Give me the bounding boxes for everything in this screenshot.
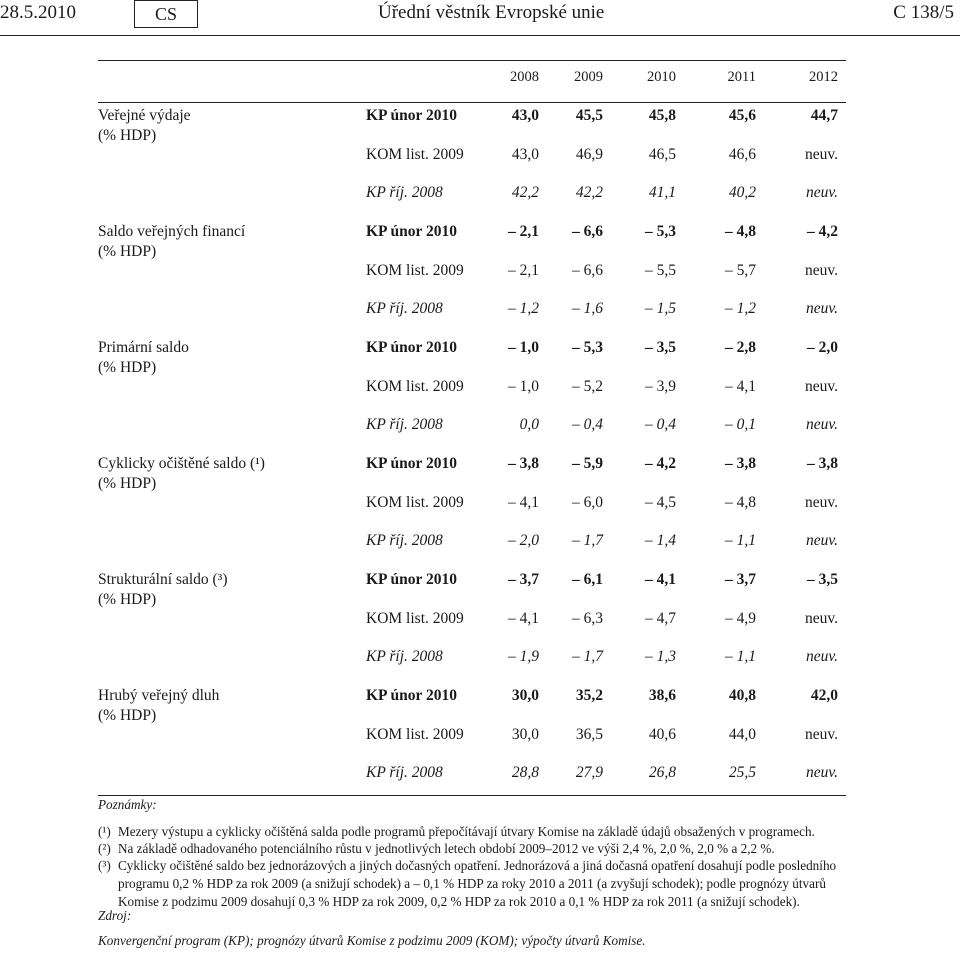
table-cell: – 5,3 [645,223,676,240]
source-label: KP únor 2010 [366,455,458,472]
table-cell: – 1,1 [725,648,756,665]
table-cell: – 6,1 [572,571,603,588]
table-cell: – 1,5 [645,300,676,317]
table-cell: – 3,5 [807,571,838,588]
source-label: KOM list. 2009 [366,725,464,743]
table-cell: 26,8 [648,764,676,781]
table-cell: 27,9 [575,764,603,781]
table-cell: – 4,7 [645,609,676,627]
table-cell: – 4,1 [645,571,676,588]
table-cell: neuv. [806,764,838,781]
indicator-unit: (% HDP) [98,475,157,492]
table-cell: 36,5 [575,725,603,743]
page-header [0,0,960,35]
indicator-unit: (% HDP) [98,591,157,608]
source-label: KP únor 2010 [366,339,458,356]
table-cell: – 4,1 [508,609,539,627]
footnote-text: Na základě odhadovaného potenciálního růstu v jednotlivých letech období 2009–2012 ve výši 2,4 %, 2,0 %, 2,0 % a 2,2 %. [118,841,775,856]
table-cell: neuv. [805,609,838,627]
table-cell: – 1,3 [645,648,676,665]
table-cell: 46,5 [648,145,676,163]
table-cell: 40,2 [728,184,756,201]
table-cell: – 6,3 [572,609,603,627]
table-cell: – 4,8 [725,493,756,511]
table-cell: – 0,4 [572,416,603,433]
journal-title: Úřední věstník Evropské unie [378,2,605,23]
indicator-label: Veřejné výdaje [98,107,191,124]
table-cell: – 5,2 [572,377,603,395]
table-cell: – 5,3 [572,339,603,356]
table-cell: – 1,7 [572,532,603,549]
source-label: KP únor 2010 [366,571,458,588]
source-label: KOM list. 2009 [366,261,464,279]
indicator-label: Cyklicky očištěné saldo (¹) [98,455,265,472]
year-header: 2012 [809,69,838,85]
notes-heading: Poznámky: [98,797,157,812]
table-cell: – 1,1 [725,532,756,549]
table-cell: – 1,2 [725,300,756,317]
table-cell: – 5,5 [645,261,676,279]
table-cell: 46,9 [575,145,603,163]
table-cell: – 6,6 [572,261,603,279]
table-cell: – 2,8 [725,339,756,356]
table-cell: neuv. [805,261,838,279]
table-cell: 46,6 [728,145,756,163]
table-cell: 38,6 [648,687,676,704]
table-cell: 43,0 [511,107,539,124]
footnote-text: Mezery výstupu a cyklicky očištěná salda podle programů přepočítávají útvary Komise na základě údajů obsažených v programech. [118,824,815,839]
table-cell: 44,7 [810,107,838,124]
indicator-label: Strukturální saldo (³) [98,571,228,588]
footnote [98,823,868,841]
footnote [98,840,868,858]
source-label: KOM list. 2009 [366,493,464,511]
year-header: 2009 [574,69,603,85]
source-label: KP říj. 2008 [366,532,443,549]
table-cell: 45,5 [575,107,603,124]
table-cell: neuv. [806,532,838,549]
source-label: KOM list. 2009 [366,609,464,627]
source-label: KP říj. 2008 [366,648,443,665]
table-bottom-rule [98,795,846,796]
table-cell: neuv. [805,145,838,163]
table-cell: – 3,8 [508,455,539,472]
table-cell: – 6,0 [572,493,603,511]
table-top-rule [98,60,846,61]
table-cell: – 3,7 [725,571,756,588]
table-header-rule [98,102,846,103]
table-cell: neuv. [805,725,838,743]
table-cell: – 2,1 [508,223,539,240]
table-cell: – 1,0 [508,377,539,395]
indicator-unit: (% HDP) [98,707,157,724]
source-label: KOM list. 2009 [366,145,464,163]
table-cell: – 4,1 [725,377,756,395]
table-cell: – 4,1 [508,493,539,511]
year-header: 2010 [647,69,676,85]
table-cell: 30,0 [511,725,539,743]
table-cell: 0,0 [519,416,539,433]
table-cell: 44,0 [728,725,756,743]
table-cell: 45,6 [728,107,756,124]
table-cell: – 4,9 [725,609,756,627]
table-cell: neuv. [806,300,838,317]
source-label: KP říj. 2008 [366,300,443,317]
source-label: KP říj. 2008 [366,184,443,201]
indicator-unit: (% HDP) [98,359,157,376]
indicator-label: Hrubý veřejný dluh [98,687,220,704]
table-cell: – 6,6 [572,223,603,240]
table-cell: – 1,7 [572,648,603,665]
footnote-text: Cyklicky očištěné saldo bez jednorázových a jiných dočasných opatření. Jednorázová a jiná dočasná opatření dosahují podle posledního programu 0,2 % HDP za rok 2009 (a snižují schodek) a – 0,1 % HDP za roky 2010 a 2011 (a zvyšují schodek); podle prognózy útvarů Komise z podzimu 2009 dosahují 0,3 % HDP za rok 2009, 0,2 % HDP za rok 2010 a 0,1 % HDP za rok 2011 (a snižují schodek). [118,858,837,909]
table-cell: neuv. [805,377,838,395]
table-cell: 42,2 [575,184,603,201]
source-label: KP únor 2010 [366,687,458,704]
source-label: KP únor 2010 [366,107,458,124]
header-rule [0,35,960,36]
indicator-label: Primární saldo [98,339,189,356]
table-cell: 25,5 [728,764,756,781]
table-cell: – 5,7 [725,261,756,279]
year-header: 2008 [510,69,539,85]
table-cell: – 3,8 [807,455,838,472]
table-cell: – 2,0 [807,339,838,356]
table-cell: – 1,6 [572,300,603,317]
table-cell: 40,8 [728,687,756,704]
source-label: KP únor 2010 [366,223,458,240]
source-label: KP říj. 2008 [366,764,443,781]
table-cell: – 1,4 [645,532,676,549]
indicator-unit: (% HDP) [98,127,157,144]
table-cell: – 4,2 [807,223,838,240]
source-label: KOM list. 2009 [366,377,464,395]
table-cell: – 3,5 [645,339,676,356]
table-cell: neuv. [806,416,838,433]
table-cell: neuv. [806,184,838,201]
table-cell: neuv. [806,648,838,665]
table-cell: 28,8 [511,764,539,781]
table-cell: – 0,4 [645,416,676,433]
table-cell: 42,2 [511,184,539,201]
table-cell: neuv. [805,493,838,511]
table-cell: – 3,8 [725,455,756,472]
table-cell: – 1,9 [508,648,539,665]
source-label: KP říj. 2008 [366,416,443,433]
footnote [98,857,868,911]
table-cell: 35,2 [575,687,603,704]
indicator-label: Saldo veřejných financí [98,223,246,240]
table-cell: – 3,7 [508,571,539,588]
table-cell: 41,1 [648,184,676,201]
table-cell: – 2,0 [508,532,539,549]
source-heading: Zdroj: [98,908,132,923]
table-cell: 45,8 [648,107,676,124]
table-cell: 43,0 [511,145,539,163]
page-number: C 138/5 [893,2,954,23]
table-cell: – 1,0 [508,339,539,356]
footnote-mark: (¹) [98,824,111,839]
table-cell: 42,0 [810,687,838,704]
table-cell: – 0,1 [725,416,756,433]
table-cell: – 1,2 [508,300,539,317]
publication-date: 28.5.2010 [0,2,76,23]
table-cell: – 2,1 [508,261,539,279]
source-text: Konvergenční program (KP); prognózy útvarů Komise z podzimu 2009 (KOM); výpočty útvarů Komise. [98,933,646,948]
language-code-box: CS [134,0,198,28]
table-cell: – 4,8 [725,223,756,240]
table-cell: – 3,9 [645,377,676,395]
table-cell: – 4,2 [645,455,676,472]
table-cell: 40,6 [648,725,676,743]
table-cell: – 4,5 [645,493,676,511]
indicator-unit: (% HDP) [98,243,157,260]
footnote-mark: (²) [98,841,111,856]
footnote-mark: (³) [98,858,111,873]
year-header: 2011 [727,69,756,85]
table-cell: 30,0 [511,687,539,704]
table-cell: – 5,9 [572,455,603,472]
